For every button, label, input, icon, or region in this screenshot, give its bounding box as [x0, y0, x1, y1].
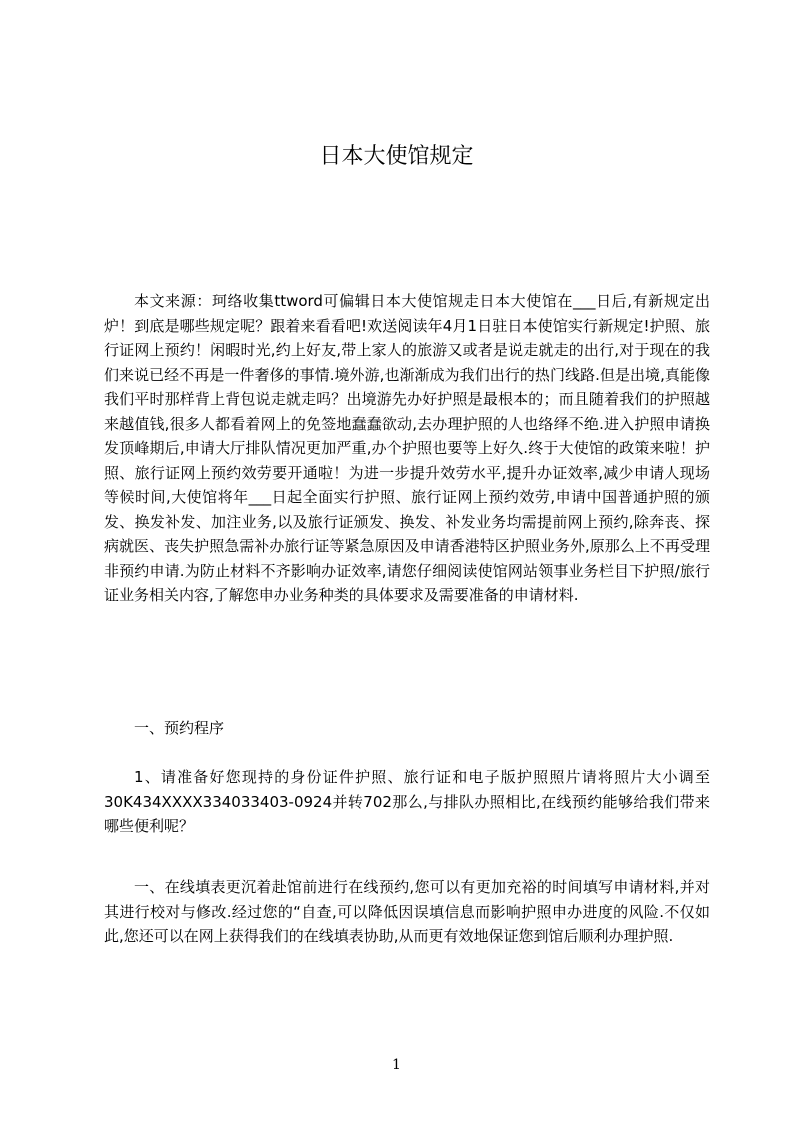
step-paragraph: 1、请准备好您现持的身份证件护照、旅行证和电子版护照照片请将照片大小调至30K434XXXX334033403-0924并转702那么,与排队办照相比,在线预约能够给我们带来哪些便利呢？: [104, 768, 710, 835]
page-title: 日本大使馆规定: [319, 144, 474, 169]
benefit-paragraph: 一、在线填表更沉着赴馆前进行在线预约,您可以有更加充裕的时间填写申请材料,并对其进行校对与修改.经过您的“自查,可以降低因误填信息而影响护照申办进度的风险.不仅如此,您还可以在网上获得我们的在线填表协助,从而更有效地保证您到馆后顺利办理护照.: [104, 878, 710, 945]
intro-paragraph: 本文来源：珂络收集ttword可偏辑日本大使馆规走日本大使馆在___日后,有新规定出炉！到底是哪些规定呢？跟着来看看吧!欢送阅读年4月1日驻日本使馆实行新规定!护照、旅行证网上预约！闲暇时光,约上好友,带上家人的旅游又或者是说走就走的出行,对于现在的我们来说已经不再是一件奢侈的事情.境外游,也渐渐成为我们出行的热门线路.但是出境,真能像我们平时那样背上背包说走就走吗？出境游先办好护照是最根本的；而且随着我们的护照越来越值钱,很多人都看着网上的免签地蠢蠢欲动,去办理护照的人也络绎不绝.进入护照申请换发顶峰期后,申请大厅排队情况更加严重,办个护照也要等上好久.终于大使馆的政策来啦！护照、旅行证网上预约效劳要开通啦！为进一步提升效劳水平,提升办证效率,减少申请人现场等候时间,大使馆将年___日起全面实行护照、旅行证网上预约效劳,申请中国普通护照的颁发、换发补发、加注业务,以及旅行证颁发、换发、补发业务均需提前网上预约,除奔丧、探病就医、丧失护照急需补办旅行证等紧急原因及申请香港特区护照业务外,原那么上不再受理非预约申请.为防止材料不齐影响办证效率,请您仔细阅读使馆网站领事业务栏目下护照/旅行证业务相关内容,了解您申办业务种类的具体要求及需要准备的申请材料.: [104, 292, 710, 604]
section-heading: 一、预约程序: [134, 719, 225, 737]
page-number: 1: [392, 1057, 401, 1073]
